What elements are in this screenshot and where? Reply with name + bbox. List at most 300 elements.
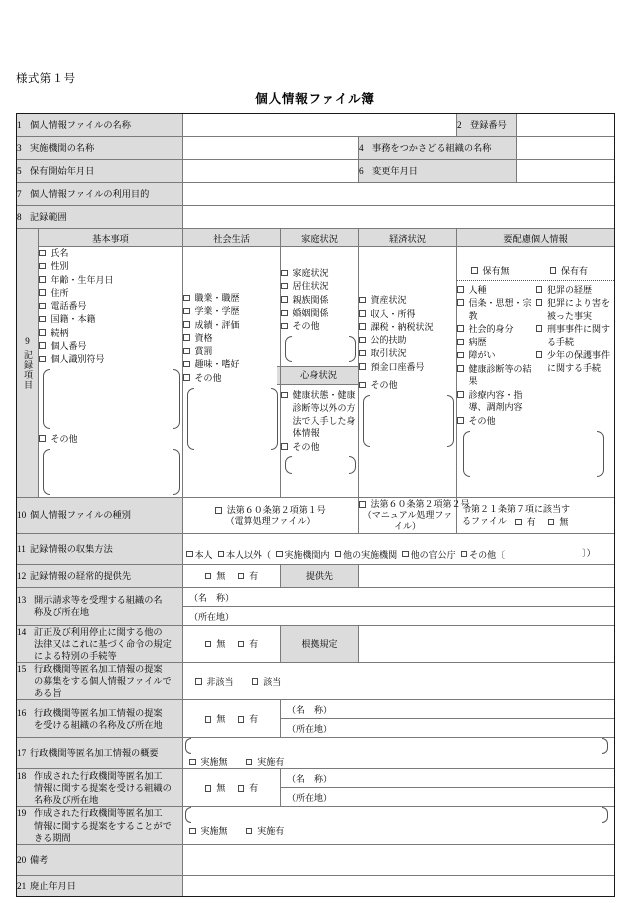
table-row-18 xyxy=(17,769,615,807)
checkbox-icon[interactable] xyxy=(359,310,366,317)
row-15-label-line-3: ある旨 xyxy=(34,688,62,699)
checkbox-icon[interactable] xyxy=(39,303,46,310)
personal-information-file-register-table xyxy=(16,113,615,897)
row-5-value-field[interactable] xyxy=(183,160,359,183)
row-7-label xyxy=(17,183,183,206)
row-11-spacer xyxy=(183,534,614,545)
item-label: その他 xyxy=(370,380,398,391)
category-header-family: 家庭状況 xyxy=(281,229,359,247)
checkbox-icon[interactable] xyxy=(39,289,46,296)
list-item[interactable] xyxy=(457,363,532,389)
checkbox-icon[interactable] xyxy=(457,365,464,372)
free-text-brace[interactable] xyxy=(363,395,454,447)
checkbox-icon[interactable] xyxy=(457,417,464,424)
row-14-label xyxy=(17,625,183,662)
list-item[interactable] xyxy=(281,280,358,293)
row-17-option-implemented[interactable]: 実施有 xyxy=(246,755,285,768)
list-item[interactable] xyxy=(359,361,456,374)
item-label: 続柄 xyxy=(50,327,69,338)
checkbox-icon[interactable] xyxy=(238,716,245,723)
item-label: 診療内容・指導、調剤内容 xyxy=(468,389,523,413)
list-item[interactable] xyxy=(281,320,358,333)
list-item[interactable] xyxy=(359,347,456,360)
free-text-brace[interactable] xyxy=(187,388,278,450)
free-text-brace[interactable] xyxy=(285,336,356,362)
checkbox-icon[interactable] xyxy=(536,286,543,293)
table-row-15 xyxy=(17,663,615,700)
row-3-number: 3 xyxy=(17,142,22,153)
checkbox-icon[interactable] xyxy=(457,391,464,398)
free-text-brace[interactable] xyxy=(43,449,180,495)
checkbox-icon[interactable] xyxy=(39,316,46,323)
checkbox-icon[interactable] xyxy=(536,351,543,358)
checkbox-icon[interactable] xyxy=(276,551,283,558)
checkbox-icon[interactable] xyxy=(238,785,245,792)
row-10-option-3-line1: 令第２１条第７項に該当す xyxy=(462,503,571,514)
checkbox-icon[interactable] xyxy=(183,334,190,341)
list-item[interactable] xyxy=(536,323,611,349)
free-text-brace[interactable] xyxy=(285,456,356,474)
row-2-value-field[interactable] xyxy=(517,114,615,137)
list-item[interactable] xyxy=(183,305,280,318)
checkbox-icon[interactable] xyxy=(205,785,212,792)
list-item[interactable] xyxy=(536,284,611,297)
row-7-value-field[interactable] xyxy=(183,183,615,206)
list-item[interactable] xyxy=(39,300,182,313)
list-item[interactable] xyxy=(39,353,182,366)
sensitive-items-right xyxy=(536,284,615,428)
list-item[interactable] xyxy=(457,415,532,428)
row-15-option-not-applicable[interactable]: 非該当 xyxy=(195,676,234,688)
item-label: 刑事事件に関する手続 xyxy=(547,323,611,347)
row-11-number: 11 xyxy=(17,543,26,554)
category-header-sensitive: 要配慮個人情報 xyxy=(457,229,615,247)
table-row-10 xyxy=(17,497,615,534)
list-item[interactable] xyxy=(457,297,532,323)
form-number: 様式第１号 xyxy=(16,73,76,85)
checkbox-icon[interactable] xyxy=(402,551,409,558)
checkbox-icon[interactable] xyxy=(281,283,288,290)
row-12-label xyxy=(17,564,183,587)
checkbox-icon[interactable] xyxy=(39,263,46,270)
checkbox-icon[interactable] xyxy=(281,310,288,317)
row-21-number: 21 xyxy=(17,880,27,891)
row-18-option-no[interactable]: 無 xyxy=(205,782,226,794)
item-label: 健康診断等の結果 xyxy=(468,363,532,387)
checkbox-icon[interactable] xyxy=(238,573,245,580)
list-item[interactable] xyxy=(281,441,358,454)
list-item-other[interactable] xyxy=(39,433,182,446)
row-17-number: 17 xyxy=(17,748,27,759)
family-items-list xyxy=(281,267,358,333)
holding-yes-option[interactable] xyxy=(536,265,615,278)
table-row-13 xyxy=(17,587,615,625)
checkbox-icon[interactable] xyxy=(183,348,190,355)
row-18-options xyxy=(183,769,281,807)
row-12-option-yes[interactable]: 有 xyxy=(238,570,259,582)
checkbox-icon[interactable] xyxy=(281,392,288,399)
row-16-address-line[interactable]: （所在地） xyxy=(287,724,333,735)
row-7-number: 7 xyxy=(17,188,22,199)
row-19-label-line-3: きる期間 xyxy=(34,832,71,843)
row-21-value-field[interactable] xyxy=(183,875,615,896)
free-text-brace[interactable] xyxy=(185,738,608,754)
row-7-label-text: 個人情報ファイルの利用目的 xyxy=(30,188,150,199)
item-label: 社会的身分 xyxy=(468,323,514,334)
list-item[interactable] xyxy=(281,294,358,307)
checkbox-icon[interactable] xyxy=(335,551,342,558)
item-label: 預金口座番号 xyxy=(370,361,425,372)
checkbox-icon[interactable] xyxy=(457,339,464,346)
holding-no-option[interactable] xyxy=(457,265,536,278)
row-8-number: 8 xyxy=(17,211,22,222)
table-row-9-body xyxy=(17,247,615,498)
list-item[interactable] xyxy=(39,313,182,326)
checkbox-icon[interactable] xyxy=(359,337,366,344)
row-16-options xyxy=(183,700,281,738)
item-label: 少年の保護事件に関する手続 xyxy=(547,349,611,373)
free-text-brace[interactable] xyxy=(43,369,180,429)
list-item[interactable] xyxy=(359,294,456,307)
row-19-option-not-implemented[interactable]: 実施無 xyxy=(189,824,228,837)
row-16-option-no[interactable]: 無 xyxy=(205,713,226,725)
row-1-number: 1 xyxy=(17,119,22,130)
row-17-option-not-implemented[interactable]: 実施無 xyxy=(189,755,228,768)
checkbox-icon[interactable] xyxy=(359,382,366,389)
row-21-label-text: 廃止年月日 xyxy=(30,880,76,891)
row-4-number: 4 xyxy=(359,142,364,153)
list-item[interactable] xyxy=(359,321,456,334)
checkbox-icon[interactable] xyxy=(39,250,46,257)
checkbox-icon[interactable] xyxy=(189,828,196,835)
item-label: その他 xyxy=(50,433,78,444)
checkbox-icon[interactable] xyxy=(457,299,464,306)
row-19-option-implemented[interactable]: 実施有 xyxy=(246,824,285,837)
row-12-number: 12 xyxy=(17,570,27,581)
row-18-option-yes[interactable]: 有 xyxy=(238,782,259,794)
row-17-checkbox-group xyxy=(183,755,614,768)
checkbox-icon[interactable] xyxy=(359,363,366,370)
checkbox-icon[interactable] xyxy=(536,299,543,306)
table-row-11 xyxy=(17,534,615,564)
row-18-value-field xyxy=(281,769,615,807)
row-10-option-1-sublabel: （電算処理ファイル） xyxy=(225,515,316,526)
checkbox-icon[interactable] xyxy=(281,296,288,303)
row-13-label-line-2: 称及び所在地 xyxy=(34,607,90,618)
row-18-label xyxy=(17,769,183,807)
item-label: その他 xyxy=(292,321,320,332)
row-3-value-field[interactable] xyxy=(183,137,359,160)
item-label: 成績・評価 xyxy=(194,319,240,330)
row-18-name-line[interactable]: （名 称） xyxy=(281,769,614,788)
list-item[interactable] xyxy=(359,308,456,321)
item-label: 健康状態・健康診断等以外の方法で入手した身体情報 xyxy=(292,390,356,439)
checkbox-icon[interactable] xyxy=(359,323,366,330)
row-9-side-label-text: 記録項目 xyxy=(23,349,33,390)
list-item[interactable] xyxy=(359,334,456,347)
row-12-label-text: 記録情報の経常的提供先 xyxy=(30,570,132,581)
row-12-option-no[interactable]: 無 xyxy=(205,570,226,582)
table-row-1 xyxy=(17,114,615,137)
row-8-value-field[interactable] xyxy=(183,206,615,229)
list-item[interactable] xyxy=(536,297,611,323)
row-11-checkbox-group xyxy=(183,545,614,563)
list-item[interactable] xyxy=(183,332,280,345)
list-item[interactable] xyxy=(183,292,280,305)
checkbox-icon[interactable] xyxy=(246,759,253,766)
category-body-economic xyxy=(359,247,457,498)
checkbox-icon[interactable] xyxy=(183,295,190,302)
category-header-economic: 経済状況 xyxy=(359,229,457,247)
item-label: 親族関係 xyxy=(292,294,329,305)
table-row-19 xyxy=(17,807,615,844)
checkbox-icon[interactable] xyxy=(246,828,253,835)
checkbox-icon[interactable] xyxy=(461,551,468,558)
checkbox-icon[interactable] xyxy=(281,323,288,330)
checkbox-icon[interactable] xyxy=(39,356,46,363)
list-item[interactable] xyxy=(39,340,182,353)
sensitive-items-left xyxy=(457,284,536,428)
item-label: 資産状況 xyxy=(370,295,407,306)
item-label: 職業・職歴 xyxy=(194,293,240,304)
row-20-value-field[interactable] xyxy=(183,844,615,875)
item-label: 犯罪により害を被った事実 xyxy=(547,297,611,321)
table-row-17 xyxy=(17,738,615,769)
checkbox-icon[interactable] xyxy=(39,329,46,336)
category-body-sensitive xyxy=(457,247,615,498)
row-17-label xyxy=(17,738,183,769)
list-item[interactable] xyxy=(183,358,280,371)
list-item[interactable] xyxy=(39,247,182,260)
list-item[interactable] xyxy=(457,323,532,336)
checkbox-icon[interactable] xyxy=(515,519,522,526)
row-6-number: 6 xyxy=(359,165,364,176)
row-12-box-label: 提供先 xyxy=(281,564,359,587)
row-10-option-2-label: 法第６０条第２項第２号 xyxy=(370,498,470,509)
row-11-tail: 〕） xyxy=(582,548,596,559)
row-13-address-line[interactable]: （所在地） xyxy=(189,611,235,622)
checkbox-icon[interactable] xyxy=(195,678,202,685)
row-2-label xyxy=(457,114,517,137)
row-15-option-applicable[interactable]: 該当 xyxy=(252,676,282,688)
row-1-value-field[interactable] xyxy=(183,114,457,137)
row-16-label-line-1: 16 行政機関等匿名加工情報の提案 xyxy=(17,707,163,718)
row-14-value-field[interactable] xyxy=(359,625,615,662)
item-label: 取引状況 xyxy=(370,348,407,359)
row-10-option-2[interactable] xyxy=(359,497,470,534)
free-text-brace[interactable] xyxy=(185,807,608,823)
checkbox-icon[interactable] xyxy=(183,308,190,315)
checkbox-icon[interactable] xyxy=(471,267,478,274)
checkbox-icon[interactable] xyxy=(205,716,212,723)
table-row-8 xyxy=(17,206,615,229)
free-text-brace[interactable] xyxy=(463,431,604,477)
list-item[interactable] xyxy=(457,336,532,349)
row-14-label-line-3: による特別の手続等 xyxy=(34,650,117,661)
item-label: 家庭状況 xyxy=(292,268,329,279)
row-10-label-text: 個人情報ファイルの種別 xyxy=(30,510,131,521)
row-2-label-text: 登録番号 xyxy=(470,119,507,130)
row-3-label xyxy=(17,137,183,160)
row-4-label xyxy=(359,137,517,160)
checkbox-icon[interactable] xyxy=(39,276,46,283)
row-11-option-other[interactable]: その他〔 xyxy=(461,548,506,561)
row-9-number: 9 xyxy=(25,335,30,346)
list-item[interactable] xyxy=(281,267,358,280)
row-17-options xyxy=(183,738,615,769)
list-item[interactable] xyxy=(281,307,358,320)
row-4-value-field[interactable] xyxy=(517,137,615,160)
sensitive-holding-row xyxy=(457,265,614,281)
list-item[interactable] xyxy=(457,349,532,362)
checkbox-icon[interactable] xyxy=(189,759,196,766)
item-label: 個人識別符号 xyxy=(50,354,105,365)
social-items-list xyxy=(183,292,280,384)
item-label: 婚姻関係 xyxy=(292,308,329,319)
list-item[interactable] xyxy=(281,389,358,440)
row-14-option-yes[interactable]: 有 xyxy=(238,638,259,650)
row-10-option-3-yes[interactable]: 有 xyxy=(515,516,536,528)
checkbox-icon[interactable] xyxy=(252,678,259,685)
row-10-option-3-line2: るファイル 有 無 xyxy=(462,515,569,527)
list-item[interactable] xyxy=(457,389,532,415)
category-body-basic xyxy=(39,247,183,498)
row-10-option-1[interactable] xyxy=(183,497,359,534)
row-6-value-field[interactable] xyxy=(517,160,615,183)
checkbox-icon[interactable] xyxy=(457,352,464,359)
item-label: 性別 xyxy=(50,261,69,272)
row-16-option-yes[interactable]: 有 xyxy=(238,713,259,725)
row-11-option-other-government[interactable]: 他の官公庁 xyxy=(402,548,456,561)
checkbox-icon[interactable] xyxy=(550,267,557,274)
list-item[interactable] xyxy=(183,345,280,358)
row-16-name-line[interactable]: （名 称） xyxy=(281,700,614,719)
holding-yes-label: 保有有 xyxy=(561,265,589,276)
row-13-name-line[interactable]: （名 称） xyxy=(183,588,614,607)
table-row-5 xyxy=(17,160,615,183)
checkbox-icon[interactable] xyxy=(548,519,555,526)
list-item[interactable] xyxy=(457,284,532,297)
row-16-label-line-2: を受ける組織の名称及び所在地 xyxy=(34,719,163,730)
checkbox-icon[interactable] xyxy=(215,507,222,514)
row-12-value-field[interactable] xyxy=(359,564,615,587)
checkbox-icon[interactable] xyxy=(183,361,190,368)
checkbox-icon[interactable] xyxy=(205,641,212,648)
row-19-label-line-1: 19 作成された行政機関等匿名加工 xyxy=(17,808,163,819)
list-item[interactable] xyxy=(39,327,182,340)
row-13-value-field xyxy=(183,587,615,625)
checkbox-icon[interactable] xyxy=(359,501,366,508)
checkbox-icon[interactable] xyxy=(183,374,190,381)
item-label: 趣味・嗜好 xyxy=(194,359,240,370)
list-item-other[interactable] xyxy=(359,379,456,392)
item-label: 居住状況 xyxy=(292,281,329,292)
row-11-option-other-than-self[interactable]: 本人以外（ xyxy=(218,548,272,561)
row-8-label-text: 記録範囲 xyxy=(30,211,67,222)
row-19-label-line-2: 情報に関する提案をすることがで xyxy=(34,820,172,831)
item-label: 課税・納税状況 xyxy=(370,321,434,332)
list-item[interactable] xyxy=(183,372,280,385)
list-item[interactable] xyxy=(39,287,182,300)
item-label: 氏名 xyxy=(50,248,69,258)
row-5-label xyxy=(17,160,183,183)
checkbox-icon[interactable] xyxy=(359,350,366,357)
item-label: その他 xyxy=(468,415,496,426)
sensitive-items-columns xyxy=(457,284,614,428)
row-4-label-text: 事務をつかさどる組織の名称 xyxy=(372,142,492,153)
holding-no-label: 保有無 xyxy=(482,265,510,276)
checkbox-icon[interactable] xyxy=(457,325,464,332)
checkbox-icon[interactable] xyxy=(281,270,288,277)
item-label: 人種 xyxy=(468,284,487,295)
list-item[interactable] xyxy=(183,319,280,332)
subcategory-header-mind-body: 心身状況 xyxy=(277,366,360,385)
checkbox-icon[interactable] xyxy=(457,286,464,293)
row-18-address-line[interactable]: （所在地） xyxy=(287,793,333,804)
row-15-label-line-2: の募集をする個人情報ファイルで xyxy=(34,676,172,687)
row-1-label xyxy=(17,114,183,137)
row-10-number: 10 xyxy=(17,510,27,521)
row-18-label-line-3: 名称及び所在地 xyxy=(34,795,99,806)
page-title: 個人情報ファイル簿 xyxy=(255,92,375,106)
category-body-family xyxy=(281,247,359,498)
checkbox-icon[interactable] xyxy=(238,641,245,648)
row-19-options xyxy=(183,807,615,844)
row-10-option-3-no[interactable]: 無 xyxy=(548,516,569,528)
row-20-label xyxy=(17,844,183,875)
list-item[interactable] xyxy=(536,349,611,375)
row-5-number: 5 xyxy=(17,165,22,176)
row-14-option-no[interactable]: 無 xyxy=(205,638,226,650)
checkbox-icon[interactable] xyxy=(218,551,225,558)
list-item[interactable] xyxy=(39,274,182,287)
checkbox-icon[interactable] xyxy=(205,573,212,580)
row-10-option-1-label: 法第６０条第２項第１号 xyxy=(226,504,326,515)
checkbox-icon[interactable] xyxy=(281,443,288,450)
row-13-label-line-1: 13 開示請求等を受理する組織の名 xyxy=(17,594,163,605)
checkbox-icon[interactable] xyxy=(39,435,46,442)
item-label: 学業・学歴 xyxy=(194,306,240,317)
table-row-14 xyxy=(17,625,615,662)
item-label: 犯罪の経歴 xyxy=(547,284,593,295)
checkbox-icon[interactable] xyxy=(536,325,543,332)
economic-items-list xyxy=(359,294,456,373)
row-8-label xyxy=(17,206,183,229)
row-10-option-3[interactable] xyxy=(457,497,615,534)
row-16-label xyxy=(17,700,183,738)
row-11-option-other-agency[interactable]: 他の実施機関 xyxy=(335,548,398,561)
row-13-label xyxy=(17,587,183,625)
item-label: 障がい xyxy=(468,350,496,361)
row-14-label-line-2: 法律又はこれに基づく命令の規定 xyxy=(34,638,172,649)
row-14-label-line-1: 14 訂正及び利用停止に関する他の xyxy=(17,626,163,637)
row-9-side-label xyxy=(17,229,39,498)
row-11-option-within-agency[interactable]: 実施機関内 xyxy=(276,548,330,561)
row-6-label xyxy=(359,160,517,183)
checkbox-icon[interactable] xyxy=(359,297,366,304)
item-label: 電話番号 xyxy=(50,301,87,312)
table-row-16 xyxy=(17,700,615,738)
list-item[interactable] xyxy=(39,260,182,273)
checkbox-icon[interactable] xyxy=(39,342,46,349)
row-11-option-self[interactable]: 本人 xyxy=(186,548,213,561)
checkbox-icon[interactable] xyxy=(186,551,193,558)
checkbox-icon[interactable] xyxy=(183,321,190,328)
row-14-box-label: 根拠規定 xyxy=(281,625,359,662)
item-label: 収入・所得 xyxy=(370,308,416,319)
item-label: 病歴 xyxy=(468,337,487,348)
row-12-options xyxy=(183,564,281,587)
